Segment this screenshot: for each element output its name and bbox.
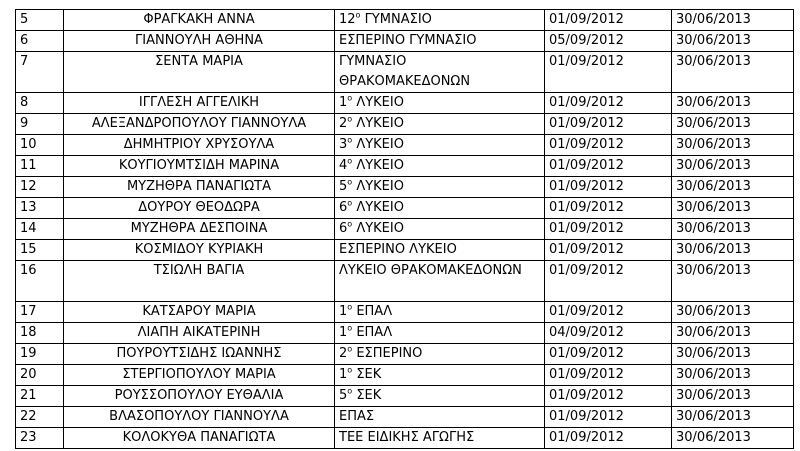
start-date-cell: 01/09/2012 <box>545 407 672 428</box>
row-number-cell: 17 <box>16 302 64 323</box>
ordinal-suffix: ο <box>347 135 353 145</box>
start-date-cell: 01/09/2012 <box>545 93 672 114</box>
row-number-cell: 20 <box>16 365 64 386</box>
school-ordinal: 1 <box>339 95 348 110</box>
school-ordinal: 3 <box>339 137 348 152</box>
school-ordinal: 1 <box>339 367 348 382</box>
ordinal-suffix: ο <box>347 156 353 166</box>
school-cell <box>335 156 545 177</box>
end-date-cell: 30/06/2013 <box>672 302 794 323</box>
school-cell <box>335 240 545 261</box>
school-cell <box>335 219 545 240</box>
school-ordinal: 1 <box>339 325 348 340</box>
table-row <box>16 261 794 302</box>
table-row <box>16 365 794 386</box>
end-date-cell: 30/06/2013 <box>672 177 794 198</box>
school-cell <box>335 135 545 156</box>
name-cell: ΜΥΖΗΘΡΑ ΠΑΝΑΓΙΩΤΑ <box>64 177 335 198</box>
name-cell: ΣΕΝΤΑ ΜΑΡΙΑ <box>64 52 335 93</box>
ordinal-suffix: ο <box>347 386 353 396</box>
name-cell: ΙΓΓΛΕΣΗ ΑΓΓΕΛΙΚΗ <box>64 93 335 114</box>
table-row <box>16 344 794 365</box>
end-date-cell: 30/06/2013 <box>672 219 794 240</box>
school-ordinal: 4 <box>339 158 348 173</box>
end-date-cell: 30/06/2013 <box>672 428 794 449</box>
school-ordinal: 2 <box>339 116 348 131</box>
school-type: ΓΥΜΝΑΣΙΟ <box>360 12 432 27</box>
school-cell <box>335 52 545 93</box>
table-row <box>16 31 794 52</box>
name-cell: ΒΛΑΣΟΠΟΥΛΟΥ ΓΙΑΝΝΟΥΛΑ <box>64 407 335 428</box>
ordinal-suffix: ο <box>347 177 353 187</box>
school-type: ΛΥΚΕΙΟ <box>352 95 404 110</box>
end-date-cell: 30/06/2013 <box>672 261 794 302</box>
start-date-cell: 01/09/2012 <box>545 240 672 261</box>
school-type: ΛΥΚΕΙΟ <box>352 221 404 236</box>
start-date-cell: 04/09/2012 <box>545 323 672 344</box>
name-cell: ΑΛΕΞΑΝΔΡΟΠΟΥΛΟΥ ΓΙΑΝΝΟΥΛΑ <box>64 114 335 135</box>
table-row <box>16 114 794 135</box>
school-cell <box>335 428 545 449</box>
row-number-cell: 12 <box>16 177 64 198</box>
start-date-cell: 01/09/2012 <box>545 365 672 386</box>
school-name: ΓΥΜΝΑΣΙΟ ΘΡΑΚΟΜΑΚΕΔΟΝΩΝ <box>339 54 471 89</box>
row-number-cell: 9 <box>16 114 64 135</box>
end-date-cell: 30/06/2013 <box>672 156 794 177</box>
start-date-cell: 01/09/2012 <box>545 10 672 31</box>
table-row <box>16 219 794 240</box>
start-date-cell: 01/09/2012 <box>545 52 672 93</box>
name-cell: ΚΑΤΣΑΡΟΥ ΜΑΡΙΑ <box>64 302 335 323</box>
table-row <box>16 93 794 114</box>
school-cell <box>335 114 545 135</box>
school-ordinal: 6 <box>339 221 348 236</box>
table-row <box>16 428 794 449</box>
row-number-cell: 11 <box>16 156 64 177</box>
name-cell: ΔΗΜΗΤΡΙΟΥ ΧΡΥΣΟΥΛΑ <box>64 135 335 156</box>
school-name: ΤΕΕ ΕΙΔΙΚΗΣ ΑΓΩΓΗΣ <box>339 430 475 445</box>
school-type: ΛΥΚΕΙΟ <box>352 158 404 173</box>
table-row <box>16 198 794 219</box>
start-date-cell: 01/09/2012 <box>545 344 672 365</box>
table-row <box>16 135 794 156</box>
end-date-cell: 30/06/2013 <box>672 114 794 135</box>
row-number-cell: 15 <box>16 240 64 261</box>
row-number-cell: 10 <box>16 135 64 156</box>
school-ordinal: 5 <box>339 179 348 194</box>
school-cell <box>335 365 545 386</box>
school-ordinal: 5 <box>339 388 348 403</box>
table-row <box>16 240 794 261</box>
table-body <box>16 10 794 449</box>
table-row <box>16 323 794 344</box>
ordinal-suffix: ο <box>355 10 361 20</box>
end-date-cell: 30/06/2013 <box>672 135 794 156</box>
end-date-cell: 30/06/2013 <box>672 52 794 93</box>
start-date-cell: 01/09/2012 <box>545 428 672 449</box>
school-cell <box>335 31 545 52</box>
row-number-cell: 19 <box>16 344 64 365</box>
school-name: ΕΣΠΕΡΙΝΟ ΓΥΜΝΑΣΙΟ <box>339 33 477 48</box>
school-name: ΕΣΠΕΡΙΝΟ ΛΥΚΕΙΟ <box>339 242 457 257</box>
end-date-cell: 30/06/2013 <box>672 344 794 365</box>
name-cell: ΓΙΑΝΝΟΥΛΗ ΑΘΗΝΑ <box>64 31 335 52</box>
name-cell: ΜΥΖΗΘΡΑ ΔΕΣΠΟΙΝΑ <box>64 219 335 240</box>
start-date-cell: 01/09/2012 <box>545 219 672 240</box>
table-row <box>16 52 794 93</box>
end-date-cell: 30/06/2013 <box>672 407 794 428</box>
start-date-cell: 01/09/2012 <box>545 302 672 323</box>
row-number-cell: 8 <box>16 93 64 114</box>
end-date-cell: 30/06/2013 <box>672 93 794 114</box>
table-row <box>16 177 794 198</box>
start-date-cell: 01/09/2012 <box>545 156 672 177</box>
name-cell: ΤΣΙΩΛΗ ΒΑΓΙΑ <box>64 261 335 302</box>
school-type: ΣΕΚ <box>352 388 382 403</box>
end-date-cell: 30/06/2013 <box>672 10 794 31</box>
school-cell <box>335 198 545 219</box>
ordinal-suffix: ο <box>347 198 353 208</box>
name-cell: ΚΟΣΜΙΔΟΥ ΚΥΡΙΑΚΗ <box>64 240 335 261</box>
name-cell: ΣΤΕΡΓΙΟΠΟΥΛΟΥ ΜΑΡΙΑ <box>64 365 335 386</box>
school-cell <box>335 177 545 198</box>
school-type: ΛΥΚΕΙΟ <box>352 116 404 131</box>
start-date-cell: 01/09/2012 <box>545 135 672 156</box>
ordinal-suffix: ο <box>347 365 353 375</box>
row-number-cell: 21 <box>16 386 64 407</box>
school-ordinal: 6 <box>339 200 348 215</box>
row-number-cell: 13 <box>16 198 64 219</box>
school-cell <box>335 93 545 114</box>
ordinal-suffix: ο <box>347 93 353 103</box>
name-cell: ΠΟΥΡΟΥΤΣΙΔΗΣ ΙΩΑΝΝΗΣ <box>64 344 335 365</box>
end-date-cell: 30/06/2013 <box>672 323 794 344</box>
table-row <box>16 407 794 428</box>
start-date-cell: 01/09/2012 <box>545 198 672 219</box>
school-cell <box>335 344 545 365</box>
school-name: ΕΠΑΣ <box>339 409 375 424</box>
ordinal-suffix: ο <box>347 323 353 333</box>
end-date-cell: 30/06/2013 <box>672 365 794 386</box>
staff-table <box>15 9 794 449</box>
end-date-cell: 30/06/2013 <box>672 31 794 52</box>
name-cell: ΦΡΑΓΚΑΚΗ ΑΝΝΑ <box>64 10 335 31</box>
row-number-cell: 7 <box>16 52 64 93</box>
school-type: ΛΥΚΕΙΟ <box>352 179 404 194</box>
ordinal-suffix: ο <box>347 219 353 229</box>
school-cell <box>335 10 545 31</box>
start-date-cell: 01/09/2012 <box>545 386 672 407</box>
row-number-cell: 18 <box>16 323 64 344</box>
ordinal-suffix: ο <box>347 344 353 354</box>
start-date-cell: 01/09/2012 <box>545 177 672 198</box>
school-name: ΛΥΚΕΙΟ ΘΡΑΚΟΜΑΚΕΔΟΝΩΝ <box>339 263 522 278</box>
school-ordinal: 1 <box>339 304 348 319</box>
table-row <box>16 386 794 407</box>
row-number-cell: 5 <box>16 10 64 31</box>
table-row <box>16 156 794 177</box>
school-type: ΕΣΠΕΡΙΝΟ <box>352 346 423 361</box>
end-date-cell: 30/06/2013 <box>672 198 794 219</box>
name-cell: ΚΟΛΟΚΥΘΑ ΠΑΝΑΓΙΩΤΑ <box>64 428 335 449</box>
ordinal-suffix: ο <box>347 302 353 312</box>
school-ordinal: 12 <box>339 12 356 27</box>
table-row <box>16 10 794 31</box>
name-cell: ΔΟΥΡΟΥ ΘΕΟΔΩΡΑ <box>64 198 335 219</box>
start-date-cell: 01/09/2012 <box>545 261 672 302</box>
row-number-cell: 14 <box>16 219 64 240</box>
school-type: ΣΕΚ <box>352 367 382 382</box>
school-cell <box>335 323 545 344</box>
school-cell <box>335 407 545 428</box>
school-type: ΕΠΑΛ <box>352 304 393 319</box>
school-type: ΛΥΚΕΙΟ <box>352 200 404 215</box>
row-number-cell: 6 <box>16 31 64 52</box>
name-cell: ΛΙΑΠΗ ΑΙΚΑΤΕΡΙΝΗ <box>64 323 335 344</box>
ordinal-suffix: ο <box>347 114 353 124</box>
start-date-cell: 05/09/2012 <box>545 31 672 52</box>
school-ordinal: 2 <box>339 346 348 361</box>
school-type: ΕΠΑΛ <box>352 325 393 340</box>
school-cell <box>335 386 545 407</box>
school-cell <box>335 261 545 302</box>
end-date-cell: 30/06/2013 <box>672 386 794 407</box>
end-date-cell: 30/06/2013 <box>672 240 794 261</box>
row-number-cell: 23 <box>16 428 64 449</box>
row-number-cell: 16 <box>16 261 64 302</box>
name-cell: ΡΟΥΣΣΟΠΟΥΛΟΥ ΕΥΘΑΛΙΑ <box>64 386 335 407</box>
row-number-cell: 22 <box>16 407 64 428</box>
table-row <box>16 302 794 323</box>
school-cell <box>335 302 545 323</box>
name-cell: ΚΟΥΓΙΟΥΜΤΣΙΔΗ ΜΑΡΙΝΑ <box>64 156 335 177</box>
school-type: ΛΥΚΕΙΟ <box>352 137 404 152</box>
start-date-cell: 01/09/2012 <box>545 114 672 135</box>
